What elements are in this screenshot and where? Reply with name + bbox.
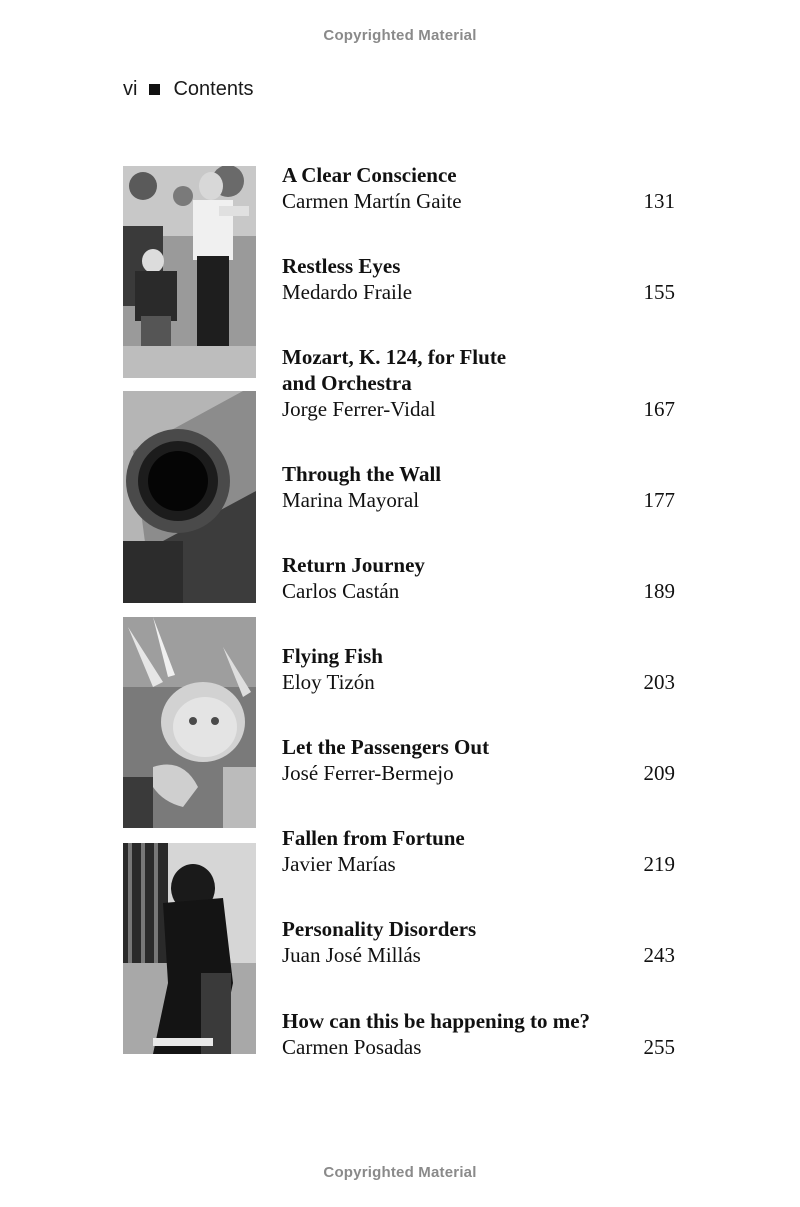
story-title: Return Journey	[282, 553, 425, 577]
story-author: Carlos Castán	[282, 579, 400, 603]
page-number: 155	[643, 280, 675, 304]
page-number: 131	[643, 189, 675, 213]
toc-entry[interactable]	[282, 253, 675, 305]
toc-entry[interactable]	[282, 344, 675, 422]
story-author: Medardo Fraile	[282, 280, 413, 304]
story-author: Javier Marías	[282, 852, 396, 876]
story-title: Flying Fish	[282, 644, 383, 668]
photo-couple-embracing	[123, 843, 256, 1054]
copyright-watermark-top: Copyrighted Material	[323, 27, 477, 44]
toc-entry[interactable]	[282, 461, 675, 513]
story-author: Juan José Millás	[282, 943, 421, 967]
story-title: Personality Disorders	[282, 917, 477, 941]
toc-entry[interactable]	[282, 825, 675, 877]
story-author: Jorge Ferrer-Vidal	[282, 397, 436, 421]
page-number: 189	[643, 579, 675, 603]
page-number: 255	[643, 1035, 675, 1059]
story-title: Fallen from Fortune	[282, 826, 465, 850]
page-number: 209	[643, 761, 675, 785]
story-author: José Ferrer-Bermejo	[282, 761, 454, 785]
story-author: Eloy Tizón	[282, 670, 375, 694]
photo-gun-barrel	[123, 391, 256, 603]
toc-entry[interactable]	[282, 734, 675, 786]
photo-cherub-statue	[123, 617, 256, 828]
toc-entry[interactable]	[282, 162, 675, 214]
story-title: A Clear Conscience	[282, 163, 457, 187]
toc-entry[interactable]	[282, 643, 675, 695]
photo-street-scene	[123, 166, 256, 378]
story-title-continued: and Orchestra	[282, 371, 412, 395]
toc-entry[interactable]	[282, 552, 675, 604]
story-title: Restless Eyes	[282, 254, 401, 278]
story-title: Mozart, K. 124, for Flute	[282, 345, 507, 369]
copyright-watermark-bottom: Copyrighted Material	[323, 1164, 477, 1181]
story-author: Marina Mayoral	[282, 488, 420, 512]
page-number: 219	[643, 852, 675, 876]
folio-number: vi	[123, 78, 138, 100]
story-author: Carmen Martín Gaite	[282, 189, 462, 213]
toc-entry[interactable]	[282, 916, 675, 968]
page-number: 203	[643, 670, 675, 694]
running-head	[123, 78, 254, 101]
story-title: How can this be happening to me?	[282, 1009, 591, 1033]
page-number: 243	[643, 943, 675, 967]
story-title: Let the Passengers Out	[282, 735, 490, 759]
square-bullet-icon	[149, 84, 160, 95]
story-author: Carmen Posadas	[282, 1035, 422, 1059]
toc-entry[interactable]	[282, 1008, 675, 1060]
section-title: Contents	[173, 78, 254, 100]
page-number: 167	[643, 397, 675, 421]
story-title: Through the Wall	[282, 462, 442, 486]
page-number: 177	[643, 488, 675, 512]
